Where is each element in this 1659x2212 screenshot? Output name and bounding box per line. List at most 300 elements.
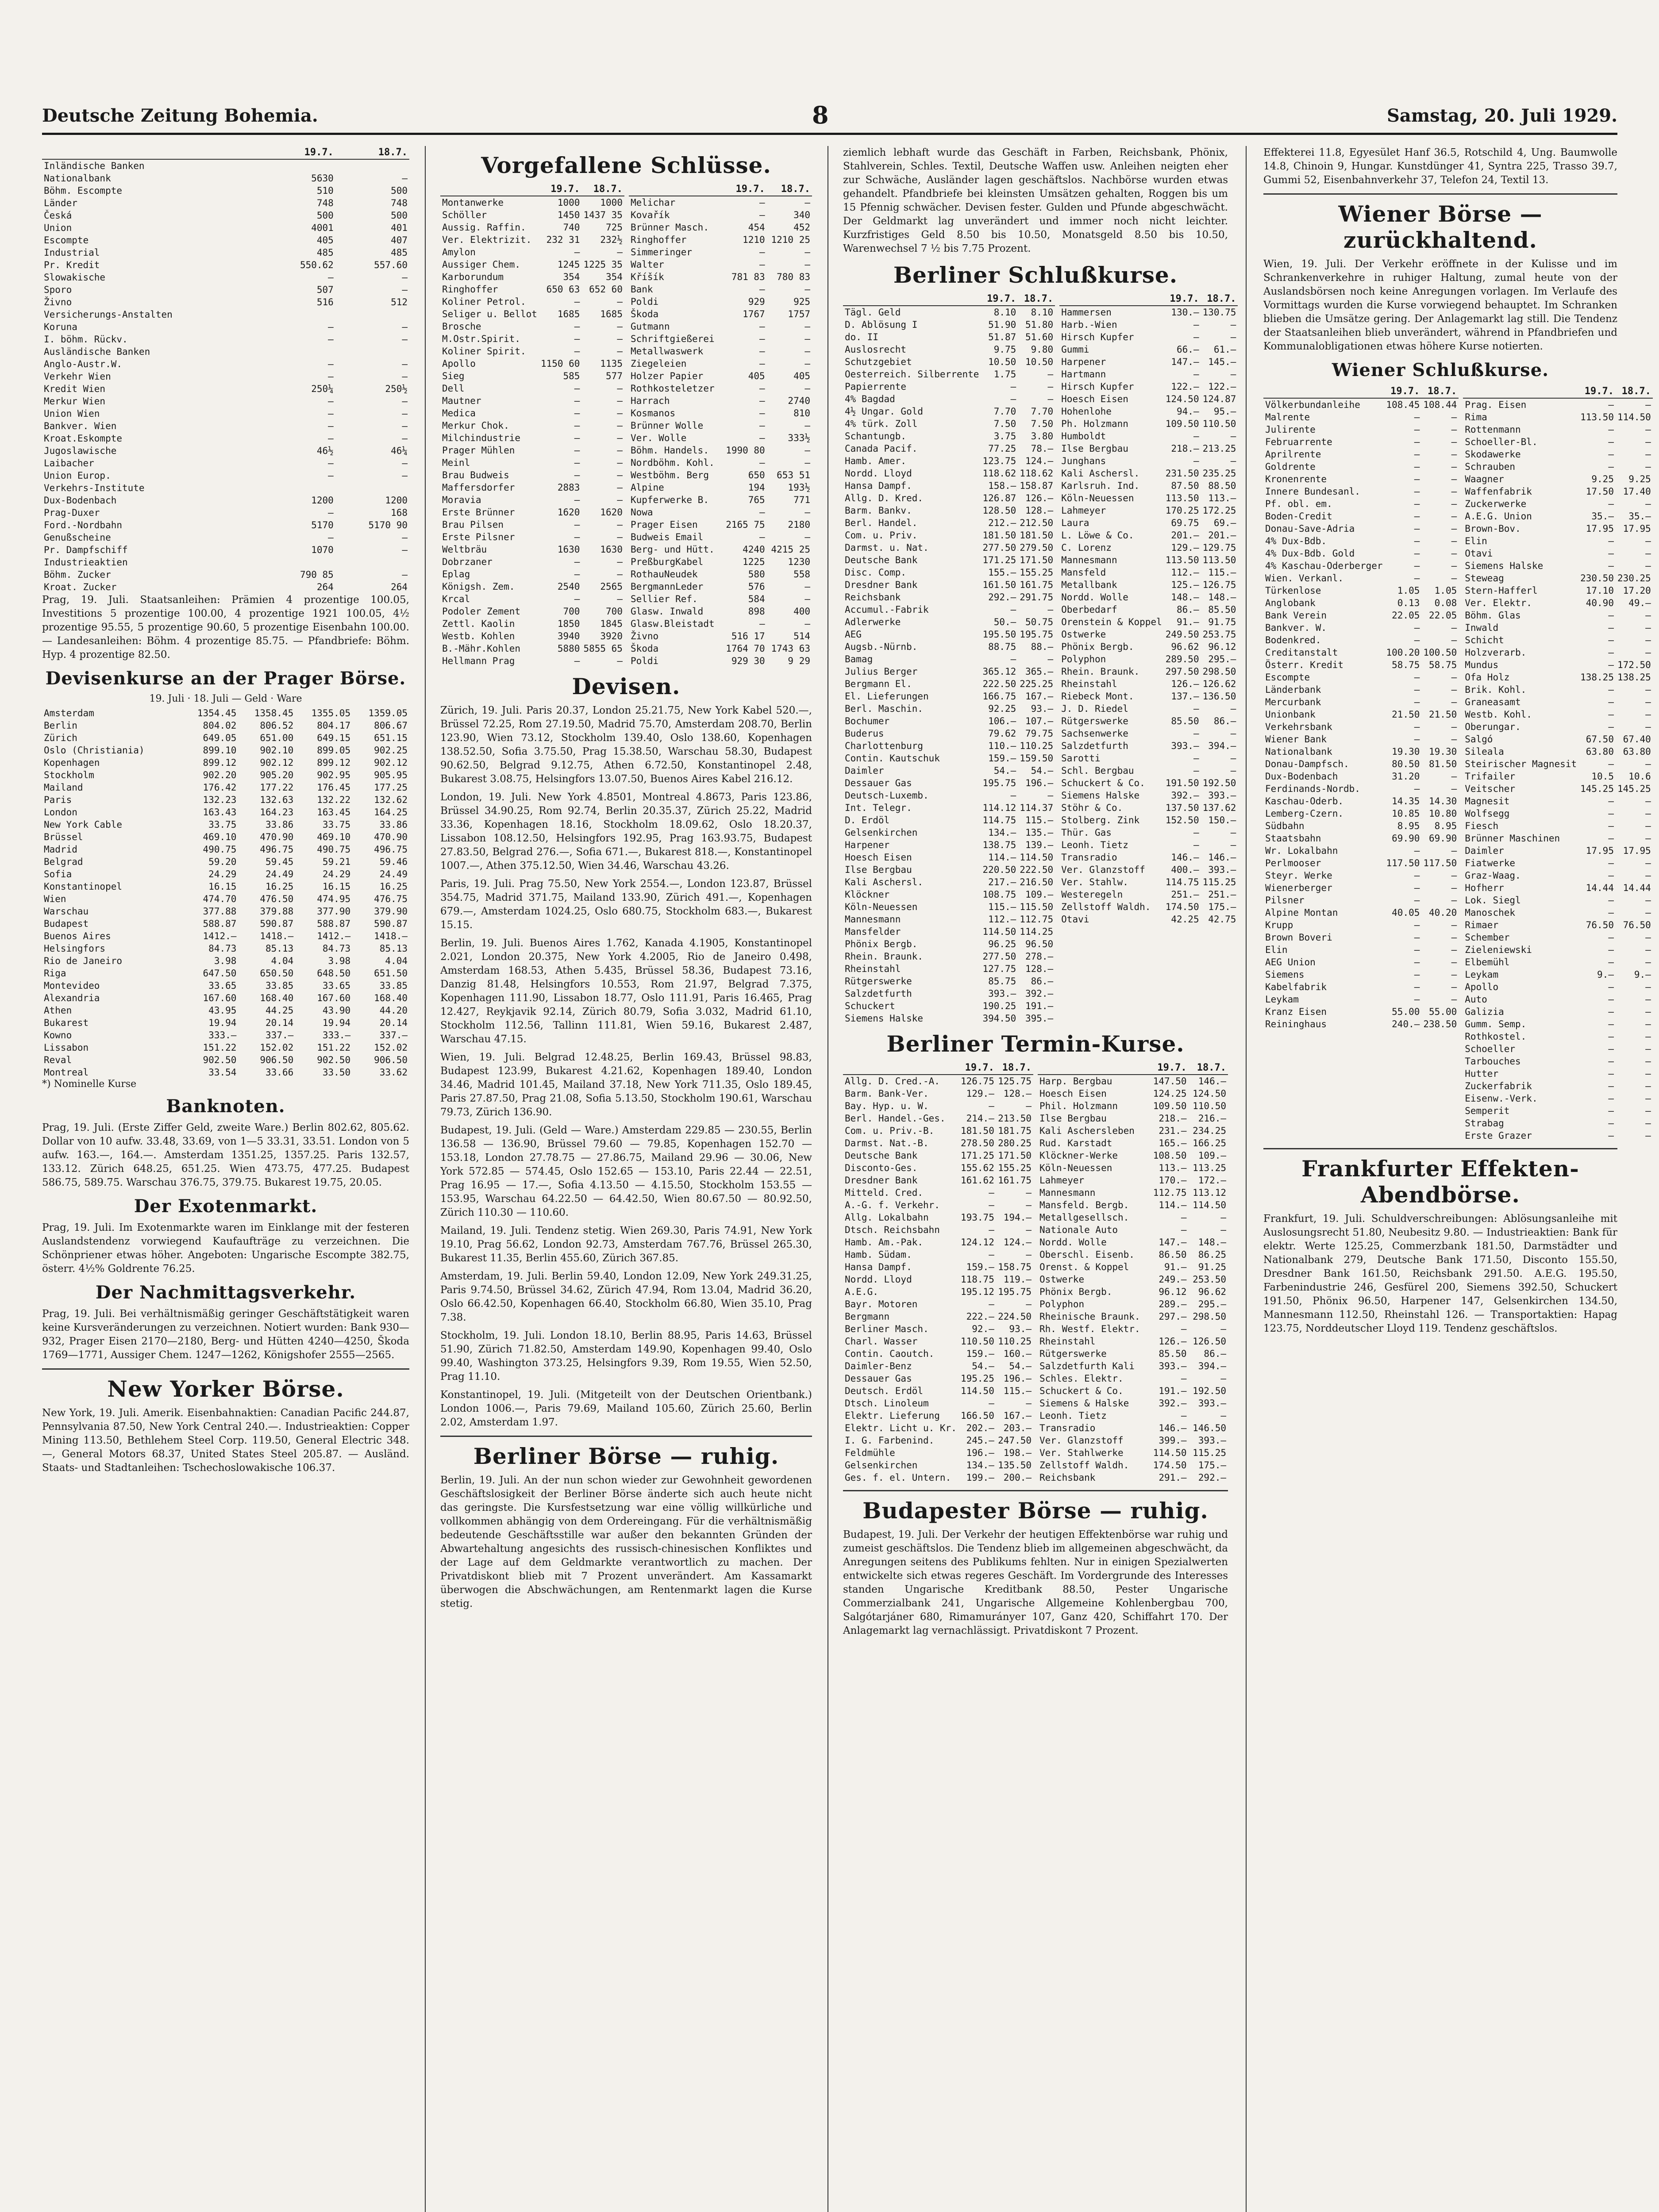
row-label: Daimler: [1465, 845, 1504, 856]
table-row: [42, 942, 409, 955]
table-row: [440, 457, 624, 469]
row-value: 231.50: [1165, 468, 1199, 479]
table-row: [1463, 696, 1653, 708]
table-row: [1263, 485, 1459, 498]
table-row: [629, 271, 812, 283]
row-value: 4215 25: [771, 544, 810, 555]
table-row: [1263, 659, 1459, 671]
row-value: —: [1193, 369, 1199, 380]
row-label: Berl. Handel.-Ges.: [845, 1113, 946, 1124]
row-value: 166.25: [1193, 1138, 1226, 1148]
budapest-continuation-text: Effekterei 11.8, Egyesület Hanf 36.5, Rotschild 4, Ung. Baumwolle 14.8, Chinoin 9, Hungar. Kunstdünger 41, Syntra 225, Trasso 39.7, Gummi 52, Eisenbahnverkehr 37, Telefon 24, Textil 13.: [1263, 147, 1617, 186]
row-label: Melichar: [630, 197, 676, 208]
row-label: Länder: [44, 198, 77, 208]
fx-prague-subtitle: 19. Juli · 18. Juli — Geld · Ware: [149, 693, 302, 704]
row-value: —: [1181, 1410, 1187, 1421]
row-value: 17.95: [1623, 523, 1651, 534]
row-label: M.Ostr.Spirit.: [442, 334, 521, 344]
table-row: [440, 333, 624, 345]
row-value: 117.50: [1423, 858, 1457, 868]
table-row: [1463, 894, 1653, 906]
closed-trades-left-table: [440, 183, 624, 667]
row-value: 333½: [788, 433, 810, 443]
divider: [1263, 1148, 1617, 1149]
row-value: 253.75: [1202, 629, 1236, 640]
row-value: 902.25: [374, 745, 408, 756]
row-label: Oberbedarf: [1061, 604, 1117, 615]
row-label: Gumm. Semp.: [1465, 1019, 1527, 1029]
row-value: 91.—: [1164, 1262, 1187, 1272]
table-row: [1059, 777, 1238, 789]
row-value: 280.25: [998, 1138, 1032, 1148]
row-value: 8.95: [1397, 821, 1420, 831]
row-value: 76.50: [1623, 920, 1651, 930]
table-row: [843, 1385, 1033, 1397]
row-value: —: [1230, 319, 1236, 330]
table-row: [440, 481, 624, 494]
row-label: Zettl. Kaolin: [442, 618, 515, 629]
row-label: Deutsch. Erdöl: [845, 1386, 924, 1396]
row-value: —: [1645, 932, 1651, 943]
row-value: —: [1645, 808, 1651, 819]
row-label: Metallgesellsch.: [1039, 1212, 1129, 1223]
table-row: [843, 430, 1055, 442]
row-value: 1412.—: [203, 931, 237, 941]
row-value: 69.90: [1392, 833, 1420, 844]
row-value: 278.50: [960, 1138, 994, 1148]
row-label: Alpine Montan: [1265, 907, 1338, 918]
row-label: Hammersen: [1061, 307, 1112, 318]
row-value: 195.25: [960, 1373, 994, 1384]
row-value: 905.95: [374, 770, 408, 780]
row-label: Phönix Bergb.: [845, 939, 918, 949]
row-label: Schriftgießerei: [630, 334, 715, 344]
table-row: [42, 880, 409, 893]
table-row: [843, 1335, 1033, 1348]
row-value: —: [1193, 703, 1199, 714]
row-value: 1685: [557, 309, 580, 319]
row-value: —: [1451, 771, 1457, 782]
table-row: [440, 246, 624, 258]
row-value: 214.—: [966, 1113, 994, 1124]
row-label: Versicherungs-Anstalten: [44, 309, 173, 320]
row-label: Mundus: [1465, 660, 1499, 670]
row-value: 59.21: [322, 856, 351, 867]
table-row: [843, 715, 1055, 727]
row-label: Com. u. Priv.: [845, 530, 918, 541]
row-value: 100.50: [1423, 647, 1457, 658]
table-row: [440, 605, 624, 618]
row-label: Brünner Masch.: [630, 222, 709, 233]
row-value: 96.62: [1198, 1286, 1226, 1297]
row-value: 171.50: [998, 1150, 1032, 1161]
table-row: [1038, 1360, 1228, 1372]
row-label: Phönix Bergb.: [1061, 641, 1134, 652]
row-value: —: [1414, 982, 1420, 992]
row-value: —: [617, 656, 623, 666]
row-value: 298.50: [1202, 666, 1236, 677]
row-value: 648.50: [317, 968, 351, 979]
table-row: [1263, 931, 1459, 944]
table-row: [1463, 473, 1653, 485]
row-value: —: [1451, 684, 1457, 695]
row-value: 22.05: [1429, 610, 1457, 621]
row-value: 291.75: [1020, 592, 1054, 603]
row-value: —: [328, 470, 334, 481]
row-value: 134.—: [966, 1460, 994, 1471]
row-value: 365.—: [1025, 666, 1054, 677]
row-value: —: [804, 259, 810, 270]
row-value: 181.50: [960, 1125, 994, 1136]
row-label: Steweag: [1465, 573, 1504, 584]
row-label: Pf. obl. em.: [1265, 499, 1332, 509]
row-label: Sarotti: [1061, 753, 1101, 764]
row-value: 155.—: [988, 567, 1016, 578]
table-row: [629, 345, 812, 357]
row-value: [271, 308, 335, 321]
row-value: —: [574, 656, 580, 666]
row-value: —: [1645, 1081, 1651, 1091]
row-value: [271, 346, 335, 358]
row-value: 63.80: [1623, 746, 1651, 757]
table-row: [843, 566, 1055, 579]
row-value: 175.—: [1208, 902, 1236, 912]
row-value: —: [1220, 1324, 1226, 1334]
row-value: —: [759, 259, 765, 270]
table-row: [1263, 1006, 1459, 1018]
row-value: —: [1047, 381, 1054, 392]
row-value: 114.50: [960, 1386, 994, 1396]
table-row: [440, 568, 624, 580]
table-row: [1263, 609, 1459, 622]
table-row: [42, 407, 409, 420]
row-label: Ph. Holzmann: [1061, 419, 1128, 429]
row-label: Nordd. Lloyd: [845, 468, 912, 479]
table-row: [629, 234, 812, 246]
row-label: Mailand: [44, 782, 83, 793]
row-label: Wien: [44, 894, 66, 904]
row-label: Buenos Aires: [44, 931, 111, 941]
table-row: [629, 370, 812, 382]
row-value: 198.—: [1003, 1448, 1032, 1458]
table-row: [843, 1471, 1033, 1484]
table-header-cell: 19.7.: [1385, 385, 1422, 398]
row-value: 145.25: [1617, 783, 1651, 794]
row-value: 452: [793, 222, 810, 233]
row-label: Bay. Hyp. u. W.: [845, 1101, 929, 1111]
row-value: —: [1451, 548, 1457, 559]
row-value: —: [1230, 431, 1236, 442]
row-value: —: [1608, 858, 1614, 868]
row-label: Verkehr Wien: [44, 371, 111, 382]
table-row: [42, 1004, 409, 1017]
table-row: [1263, 807, 1459, 820]
table-row: [629, 246, 812, 258]
table-row: [1038, 1397, 1228, 1409]
row-value: —: [1047, 394, 1054, 404]
row-value: 146.—: [1159, 1423, 1187, 1433]
row-value: 4001: [311, 223, 334, 233]
row-value: —: [1451, 845, 1457, 856]
row-value: —: [617, 482, 623, 493]
row-value: 200.—: [1003, 1472, 1032, 1483]
row-value: 139.—: [1025, 840, 1054, 850]
table-row: [629, 543, 812, 556]
row-label: Böhm. Escompte: [44, 185, 123, 196]
row-label: Brau Budweis: [442, 470, 509, 480]
row-value: —: [1414, 920, 1420, 930]
row-label: Daimler-Benz: [845, 1361, 912, 1371]
row-value: 151.22: [203, 1042, 237, 1053]
table-row: [1059, 616, 1238, 628]
row-label: Koliner Petrol.: [442, 296, 526, 307]
row-value: —: [1414, 932, 1420, 943]
table-row: [42, 432, 409, 445]
row-value: 137.62: [1202, 803, 1236, 813]
row-value: 124.12: [960, 1237, 994, 1248]
row-value: 78.—: [1031, 443, 1054, 454]
row-value: —: [1010, 790, 1016, 801]
row-value: —: [1010, 604, 1016, 615]
table-row: [1059, 541, 1238, 554]
row-label: Prager Mühlen: [442, 445, 515, 456]
row-value: 14.35: [1392, 796, 1420, 806]
table-row: [843, 665, 1055, 678]
table-header-cell: [1463, 385, 1578, 398]
row-label: Schoeller-Bl.: [1465, 437, 1538, 447]
table-row: [629, 531, 812, 543]
row-label: Montreal: [44, 1067, 89, 1078]
row-value: 1418.—: [260, 931, 294, 941]
table-row: [1463, 1129, 1653, 1142]
row-value: 5855 65: [583, 643, 623, 654]
row-value: 1743 63: [771, 643, 810, 654]
row-value: 650 63: [546, 284, 580, 295]
row-value: 647.50: [203, 968, 237, 979]
row-value: —: [804, 284, 810, 295]
row-value: 1412.—: [317, 931, 351, 941]
row-label: Rütgerswerke: [845, 976, 912, 987]
row-value: —: [804, 346, 810, 357]
closed-trades-title: Vorgefallene Schlüsse.: [481, 152, 771, 178]
table-row: [843, 1248, 1033, 1261]
table-row: [1038, 1409, 1228, 1422]
row-label: RothauNeudek: [630, 569, 698, 580]
row-label: Hamb. Am.-Pak.: [845, 1237, 924, 1248]
row-label: Škoda: [630, 643, 659, 654]
table-row: [42, 395, 409, 407]
row-value: —: [402, 173, 408, 184]
row-value: 1757: [788, 309, 810, 319]
row-value: —: [617, 470, 623, 480]
table-row: [1263, 622, 1459, 634]
row-value: —: [617, 433, 623, 443]
row-label: Hoesch Eisen: [845, 852, 912, 863]
row-label: Lahmeyer: [1061, 505, 1106, 516]
table-row: [843, 579, 1055, 591]
row-label: Westb. Kohl.: [1465, 709, 1532, 720]
row-value: 193½: [788, 482, 810, 493]
row-value: 166.50: [960, 1410, 994, 1421]
row-label: Charl. Wasser: [845, 1336, 918, 1347]
row-label: Rheinstahl: [1061, 679, 1117, 689]
row-value: 253.50: [1193, 1274, 1226, 1285]
table-row: [440, 345, 624, 357]
row-label: Stockholm: [44, 770, 94, 780]
row-value: 108.75: [982, 889, 1016, 900]
row-label: Leykam: [1465, 969, 1499, 980]
table-row: [1463, 956, 1653, 968]
table-row: [1038, 1174, 1228, 1187]
table-header-cell: 18.7.: [1189, 1061, 1228, 1075]
row-label: Oesterreich. Silberrente: [845, 369, 979, 380]
row-value: —: [1047, 654, 1054, 664]
row-label: Podoler Zement: [442, 606, 521, 617]
row-value: —: [1608, 1056, 1614, 1067]
row-value: —: [1451, 945, 1457, 955]
table-row: [42, 482, 409, 494]
table-row: [1463, 659, 1653, 671]
row-label: I. böhm. Rückv.: [44, 334, 128, 345]
table-row: [1463, 448, 1653, 461]
table-row: [1038, 1149, 1228, 1162]
table-header-cell: 18.7.: [767, 183, 812, 196]
row-label: Escompte: [44, 235, 89, 246]
table-row: [1059, 368, 1238, 380]
row-value: [271, 556, 335, 568]
row-value: 485: [391, 247, 408, 258]
table-row: [1038, 1137, 1228, 1149]
row-value: —: [1181, 1324, 1187, 1334]
table-row: [440, 655, 624, 667]
table-row: [42, 1029, 409, 1041]
row-value: 230.50: [1580, 573, 1614, 584]
table-row: [42, 184, 409, 197]
row-value: 164.23: [260, 807, 294, 818]
row-value: 161.75: [1020, 580, 1054, 590]
row-label: Transradio: [1061, 852, 1117, 863]
table-row: [42, 979, 409, 992]
row-value: —: [617, 495, 623, 505]
table-header-cell: 19.7.: [1578, 385, 1616, 398]
row-label: Erste Pilsner: [442, 532, 515, 542]
row-value: 1620: [557, 507, 580, 518]
table-row: [1463, 869, 1653, 882]
row-label: Jugoslawische: [44, 445, 117, 456]
row-label: Westb. Kohlen: [442, 631, 515, 641]
row-value: 80.50: [1392, 759, 1420, 769]
row-value: 700: [563, 606, 580, 617]
row-value: —: [1230, 840, 1236, 850]
row-value: —: [1193, 753, 1199, 764]
row-value: —: [1608, 635, 1614, 645]
row-label: Wr. Lokalbahn: [1265, 845, 1338, 856]
row-value: 59.45: [266, 856, 294, 867]
row-label: Waagner: [1465, 474, 1504, 484]
row-value: 222.—: [966, 1311, 994, 1322]
row-value: —: [328, 458, 334, 469]
table-row: [1038, 1236, 1228, 1248]
row-value: 161.75: [998, 1175, 1032, 1186]
row-value: —: [1451, 511, 1457, 522]
row-value: 8.95: [1434, 821, 1457, 831]
row-label: Ver. Elektrizit.: [442, 234, 532, 245]
row-label: Ver. Elektr.: [1465, 598, 1532, 608]
row-value: 49.—: [1628, 598, 1651, 608]
row-label: Ver. Stahlw.: [1061, 877, 1128, 887]
row-value: 129.—: [1171, 542, 1199, 553]
row-label: Trifailer: [1465, 771, 1516, 782]
row-value: 63.80: [1586, 746, 1614, 757]
table-row: [629, 308, 812, 320]
row-value: —: [1181, 1373, 1187, 1384]
row-label: Unionbank: [1265, 709, 1316, 720]
row-value: —: [1451, 722, 1457, 732]
exchange-report: Mailand, 19. Juli. Tendenz stetig. Wien 269.30, Paris 74.91, New York 19.10, Prag 56.62, London 92.73, Amsterdam 767.76, Brüssel 265.30, Bukarest 11.35, Berlin 455.60, Zürich 367.85.: [440, 1225, 812, 1264]
table-row: [1263, 894, 1459, 906]
table-row: [42, 469, 409, 482]
divider: [1263, 193, 1617, 195]
table-row: [1263, 733, 1459, 745]
row-label: Koliner Spirit.: [442, 346, 526, 357]
row-value: 172.25: [1202, 505, 1236, 516]
table-row: [629, 506, 812, 518]
row-value: 514: [793, 631, 810, 641]
table-row: [843, 839, 1055, 851]
row-value: 232½: [600, 234, 623, 245]
row-value: —: [1608, 1044, 1614, 1054]
row-label: Karlsruh. Ind.: [1061, 480, 1140, 491]
row-value: 393.—: [1198, 1398, 1226, 1409]
table-row: [440, 506, 624, 518]
row-label: Krcal: [442, 594, 470, 604]
ny-exchange-title: New Yorker Börse.: [107, 1376, 344, 1402]
row-label: Konstantinopel: [44, 881, 123, 892]
row-value: 161.50: [982, 580, 1016, 590]
row-value: 110.25: [1020, 741, 1054, 751]
row-value: 902.12: [374, 757, 408, 768]
row-value: 61.—: [1213, 344, 1236, 355]
row-value: 393.—: [988, 988, 1016, 999]
table-row: [440, 395, 624, 407]
table-header-cell: 19.7.: [981, 292, 1018, 306]
row-value: —: [574, 594, 580, 604]
row-label: Dux-Bodenbach: [1265, 771, 1338, 782]
row-value: 7.50: [1031, 419, 1054, 429]
row-value: —: [1608, 610, 1614, 621]
row-value: 9.80: [1031, 344, 1054, 355]
table-row: [1263, 869, 1459, 882]
table-header-cell: 19.7.: [721, 183, 766, 196]
row-value: —: [1193, 319, 1199, 330]
row-value: 158.87: [1020, 480, 1054, 491]
row-value: 174.50: [1153, 1460, 1187, 1471]
row-value: 33.75: [208, 819, 237, 830]
table-row: [440, 518, 624, 531]
row-value: —: [759, 247, 765, 257]
row-value: —: [1414, 845, 1420, 856]
row-label: Fiatwerke: [1465, 858, 1516, 868]
row-value: 35.—: [1591, 511, 1614, 522]
row-value: 192.50: [1193, 1386, 1226, 1396]
row-label: Augsb.-Nürnb.: [845, 641, 918, 652]
table-row: [1263, 423, 1459, 436]
row-value: 88.—: [1031, 641, 1054, 652]
exotic-market-title: Der Exotenmarkt.: [134, 1196, 318, 1217]
row-value: 485: [316, 247, 334, 258]
row-value: 251.—: [1208, 889, 1236, 900]
row-value: 394.—: [1208, 741, 1236, 751]
